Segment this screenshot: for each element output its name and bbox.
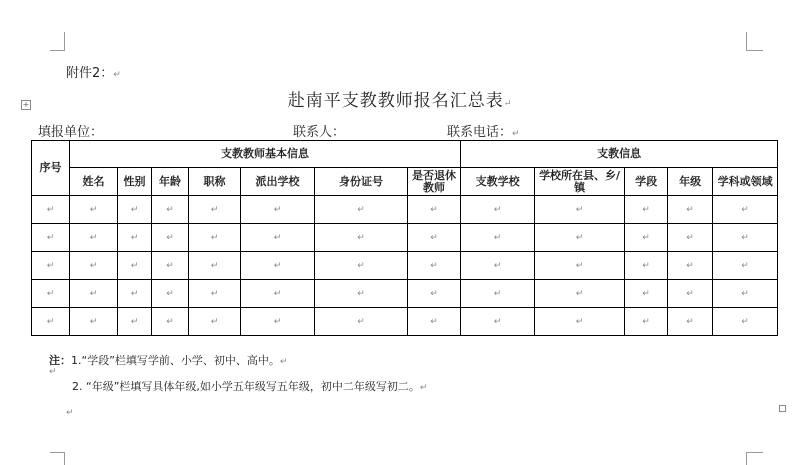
table-cell[interactable]: ↵ (241, 252, 315, 280)
table-cell[interactable]: ↵ (70, 252, 118, 280)
table-cell[interactable]: ↵ (668, 308, 713, 336)
table-row (32, 280, 778, 308)
table-cell[interactable]: ↵ (118, 308, 152, 336)
table-cell[interactable]: ↵ (535, 280, 625, 308)
note-line-1: 注：1.“学段”栏填写学前、小学、初中、高中。↵ (49, 354, 288, 367)
table-cell[interactable]: ↵ (118, 252, 152, 280)
registration-table (31, 140, 778, 336)
table-cell[interactable]: ↵ (152, 308, 189, 336)
table-cell[interactable]: ↵ (625, 224, 668, 252)
table-cell[interactable]: ↵ (118, 280, 152, 308)
header-col: 学段 (625, 168, 668, 196)
header-group-teacher: 支教教师基本信息 (70, 141, 461, 168)
crop-mark-top-right (746, 32, 763, 51)
table-cell[interactable]: ↵ (408, 252, 461, 280)
header-col: 支教学校 (461, 168, 535, 196)
table-cell[interactable]: ↵ (461, 196, 535, 224)
table-row (32, 224, 778, 252)
header-col: 是否退休教师 (408, 168, 461, 196)
table-cell[interactable]: ↵ (461, 280, 535, 308)
table-cell[interactable]: ↵ (625, 308, 668, 336)
table-cell[interactable]: ↵ (535, 308, 625, 336)
header-col: 派出学校 (241, 168, 315, 196)
table-cell[interactable]: ↵ (189, 280, 241, 308)
table-cell[interactable]: ↵ (32, 224, 70, 252)
table-cell[interactable]: ↵ (241, 308, 315, 336)
note-line-2: 2. “年级”栏填写具体年级,如小学五年级写五年级，初中二年级写初二。↵ (72, 380, 428, 393)
table-cell[interactable]: ↵ (408, 224, 461, 252)
table-cell[interactable]: ↵ (535, 224, 625, 252)
table-row (32, 196, 778, 224)
table-cell[interactable]: ↵ (70, 224, 118, 252)
table-cell[interactable]: ↵ (625, 196, 668, 224)
table-cell[interactable]: ↵ (118, 196, 152, 224)
table-cell[interactable]: ↵ (535, 252, 625, 280)
note-end-mark: ↵ (66, 408, 74, 418)
table-cell[interactable]: ↵ (32, 196, 70, 224)
table-cell[interactable]: ↵ (668, 196, 713, 224)
header-col: 年龄 (152, 168, 189, 196)
table-resize-handle-icon[interactable] (779, 405, 786, 412)
table-cell[interactable]: ↵ (713, 280, 778, 308)
table-cell[interactable]: ↵ (408, 196, 461, 224)
table-cell[interactable]: ↵ (189, 308, 241, 336)
table-cell[interactable]: ↵ (189, 196, 241, 224)
table-row (32, 252, 778, 280)
table-cell[interactable]: ↵ (315, 252, 408, 280)
crop-mark-bottom-left (50, 452, 65, 465)
table-cell[interactable]: ↵ (241, 196, 315, 224)
table-cell[interactable]: ↵ (32, 252, 70, 280)
table-cell[interactable]: ↵ (189, 224, 241, 252)
table-cell[interactable]: ↵ (668, 224, 713, 252)
table-cell[interactable]: ↵ (625, 252, 668, 280)
table-cell[interactable]: ↵ (461, 308, 535, 336)
table-cell[interactable]: ↵ (32, 280, 70, 308)
table-cell[interactable]: ↵ (713, 252, 778, 280)
phone-label: 联系电话：↵ (447, 125, 520, 140)
table-cell[interactable]: ↵ (70, 196, 118, 224)
table-cell[interactable]: ↵ (152, 196, 189, 224)
table-cell[interactable]: ↵ (70, 280, 118, 308)
table-cell[interactable]: ↵ (315, 196, 408, 224)
table-row (32, 308, 778, 336)
header-col: 学科或领域 (713, 168, 778, 196)
table-cell[interactable]: ↵ (461, 224, 535, 252)
header-group-support: 支教信息 (461, 141, 778, 168)
table-cell[interactable]: ↵ (241, 224, 315, 252)
header-col: 学校所在县、乡/镇 (535, 168, 625, 196)
attachment-label: 附件2：↵ (66, 66, 121, 81)
table-cell[interactable]: ↵ (152, 224, 189, 252)
table-cell[interactable]: ↵ (408, 308, 461, 336)
crop-mark-bottom-right (746, 452, 763, 465)
table-cell[interactable]: ↵ (152, 252, 189, 280)
contact-label: 联系人： (293, 125, 346, 140)
page-title: 赴南平支教教师报名汇总表↵ (287, 91, 513, 111)
note-blank-mark: ↵ (49, 367, 57, 377)
crop-mark-top-left (50, 32, 65, 51)
table-cell[interactable]: ↵ (535, 196, 625, 224)
header-col: 年级 (668, 168, 713, 196)
table-cell[interactable]: ↵ (70, 308, 118, 336)
table-cell[interactable]: ↵ (189, 252, 241, 280)
table-cell[interactable]: ↵ (713, 224, 778, 252)
header-col: 职称 (189, 168, 241, 196)
header-col: 身份证号 (315, 168, 408, 196)
table-cell[interactable]: ↵ (408, 280, 461, 308)
table-cell[interactable]: ↵ (152, 280, 189, 308)
table-cell[interactable]: ↵ (461, 252, 535, 280)
table-cell[interactable]: ↵ (32, 308, 70, 336)
table-cell[interactable]: ↵ (241, 280, 315, 308)
table-cell[interactable]: ↵ (315, 280, 408, 308)
table-cell[interactable]: ↵ (713, 196, 778, 224)
header-col: 性别 (118, 168, 152, 196)
table-cell[interactable]: ↵ (118, 224, 152, 252)
header-col: 姓名 (70, 168, 118, 196)
table-cell[interactable]: ↵ (315, 308, 408, 336)
table-move-handle-icon[interactable]: + (22, 100, 30, 109)
unit-label: 填报单位： (38, 125, 104, 140)
table-cell[interactable]: ↵ (315, 224, 408, 252)
table-cell[interactable]: ↵ (668, 252, 713, 280)
table-cell[interactable]: ↵ (713, 308, 778, 336)
table-cell[interactable]: ↵ (668, 280, 713, 308)
header-seq: 序号 (32, 141, 70, 196)
table-cell[interactable]: ↵ (625, 280, 668, 308)
